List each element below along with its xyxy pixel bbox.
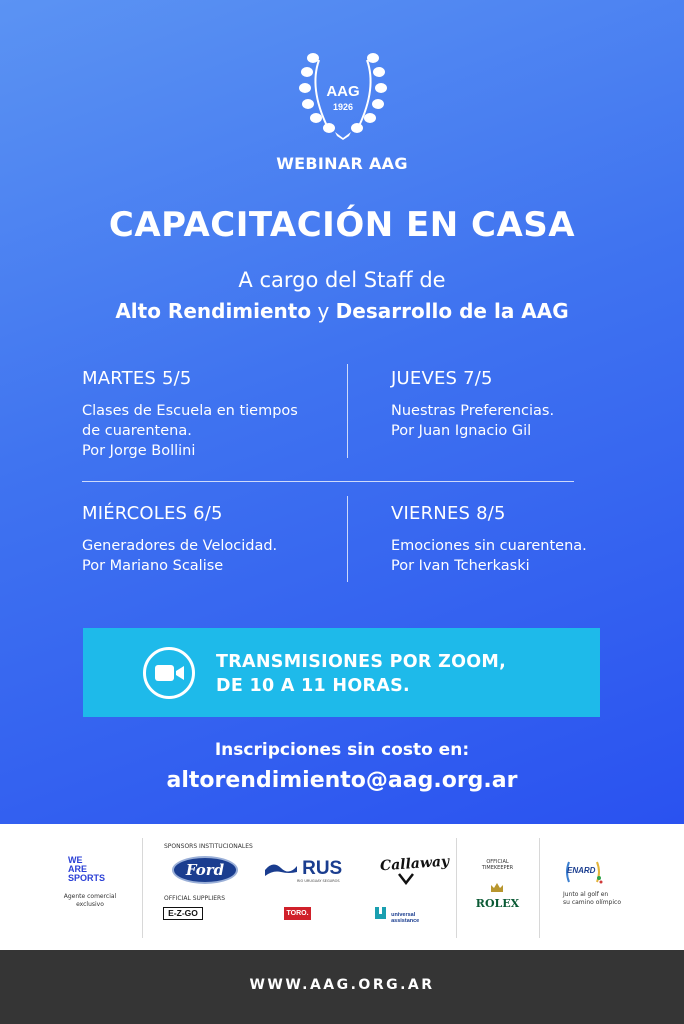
enard-caption bbox=[563, 891, 621, 907]
session-description bbox=[82, 536, 332, 576]
session-jueves bbox=[391, 368, 641, 441]
session-speaker: Por Ivan Tcherkaski bbox=[391, 558, 530, 574]
footer-bar bbox=[0, 950, 684, 1024]
weare-sports-logo bbox=[68, 856, 105, 883]
session-description bbox=[391, 401, 641, 441]
enard-caption2: su camino olímpico bbox=[563, 899, 621, 906]
zoom-line1: TRANSMISIONES POR ZOOM, bbox=[216, 652, 507, 672]
divider-vertical bbox=[347, 496, 348, 582]
weare-line1: WE bbox=[68, 855, 83, 865]
rus-logo bbox=[265, 858, 342, 880]
zoom-line2: DE 10 A 11 HORAS. bbox=[216, 676, 410, 696]
session-miercoles bbox=[82, 503, 332, 576]
session-line: Nuestras Preferencias. bbox=[391, 403, 555, 419]
registration-email-link[interactable]: altorendimiento@aag.org.ar bbox=[166, 768, 518, 793]
rus-wave-icon bbox=[265, 860, 297, 878]
zoom-schedule-text bbox=[216, 650, 506, 698]
enard-caption1: Junto al golf en bbox=[563, 891, 609, 898]
subtitle-line2 bbox=[0, 299, 684, 323]
session-line: Clases de Escuela en tiempos bbox=[82, 403, 298, 419]
weare-caption2: exclusivo bbox=[76, 901, 104, 908]
universal-assistance-logo bbox=[375, 907, 419, 926]
session-speaker: Por Juan Ignacio Gil bbox=[391, 423, 532, 439]
page-title: CAPACITACIÓN EN CASA bbox=[108, 205, 576, 245]
universal-text bbox=[391, 912, 419, 924]
callaway-chevron-icon bbox=[398, 873, 414, 885]
divider-horizontal bbox=[82, 481, 574, 482]
zoom-banner bbox=[83, 628, 600, 717]
ezgo-text: E-Z-GO bbox=[168, 908, 198, 918]
session-viernes bbox=[391, 503, 641, 576]
enard-logo bbox=[563, 858, 603, 890]
session-martes bbox=[82, 368, 332, 461]
institutional-label: SPONSORS INSTITUCIONALES bbox=[164, 843, 253, 850]
toro-logo bbox=[284, 907, 311, 920]
zoom-camera-icon bbox=[143, 647, 195, 699]
ezgo-logo bbox=[163, 907, 203, 920]
registration-label: Inscripciones sin costo en: bbox=[214, 740, 470, 760]
webinar-label: WEBINAR AAG bbox=[276, 154, 408, 173]
rus-text: RUS bbox=[302, 858, 343, 879]
session-speaker: Por Mariano Scalise bbox=[82, 558, 224, 574]
divider-vertical bbox=[347, 364, 348, 458]
session-day: JUEVES 7/5 bbox=[391, 368, 493, 389]
rolex-crown-icon bbox=[490, 882, 504, 893]
session-day: MIÉRCOLES 6/5 bbox=[82, 503, 223, 524]
subtitle-connector: y bbox=[311, 299, 336, 323]
session-day: MARTES 5/5 bbox=[82, 368, 192, 389]
weare-line3: SPORTS bbox=[68, 873, 106, 883]
subtitle-part2: Desarrollo de la AAG bbox=[335, 299, 569, 323]
session-day: VIERNES 8/5 bbox=[391, 503, 506, 524]
session-line: Generadores de Velocidad. bbox=[82, 538, 278, 554]
timekeeper-line1: OFFICIAL bbox=[486, 859, 509, 865]
toro-text: TORO. bbox=[286, 910, 309, 917]
sponsor-separator bbox=[142, 838, 143, 938]
rus-caption: RIO URUGUAY SEGUROS bbox=[297, 879, 340, 883]
rolex-text: ROLEX bbox=[475, 897, 520, 910]
session-speaker: Por Jorge Bollini bbox=[82, 443, 196, 459]
session-line: de cuarentena. bbox=[82, 423, 192, 439]
timekeeper-label bbox=[470, 859, 525, 871]
logo-year: 1926 bbox=[332, 102, 354, 112]
universal-mark-icon bbox=[375, 907, 386, 919]
universal-line2: assistance bbox=[391, 918, 420, 924]
callaway-text: Callaway bbox=[379, 853, 450, 875]
logo-text: AAG bbox=[326, 83, 360, 100]
aag-laurel-logo bbox=[297, 48, 389, 140]
weare-caption1: Agente comercial bbox=[63, 893, 117, 900]
ford-logo bbox=[172, 856, 238, 884]
enard-text: ENARD bbox=[567, 866, 596, 875]
sponsor-separator bbox=[456, 838, 457, 938]
sponsor-separator bbox=[539, 838, 540, 938]
session-line: Emociones sin cuarentena. bbox=[391, 538, 587, 554]
ford-text: Ford bbox=[185, 861, 225, 879]
timekeeper-line2: TIMEKEEPER bbox=[481, 865, 514, 871]
universal-line1: universal bbox=[391, 912, 416, 918]
session-description bbox=[391, 536, 641, 576]
footer-url-link[interactable]: WWW.AAG.ORG.AR bbox=[249, 977, 435, 993]
official-suppliers-label: OFFICIAL SUPPLIERS bbox=[164, 895, 226, 902]
weare-caption bbox=[60, 893, 120, 909]
subtitle-part1: Alto Rendimiento bbox=[115, 299, 312, 323]
subtitle-line1: A cargo del Staff de bbox=[238, 268, 446, 292]
sponsors-strip bbox=[0, 824, 684, 950]
session-description bbox=[82, 401, 332, 461]
weare-line2: ARE bbox=[68, 864, 88, 874]
